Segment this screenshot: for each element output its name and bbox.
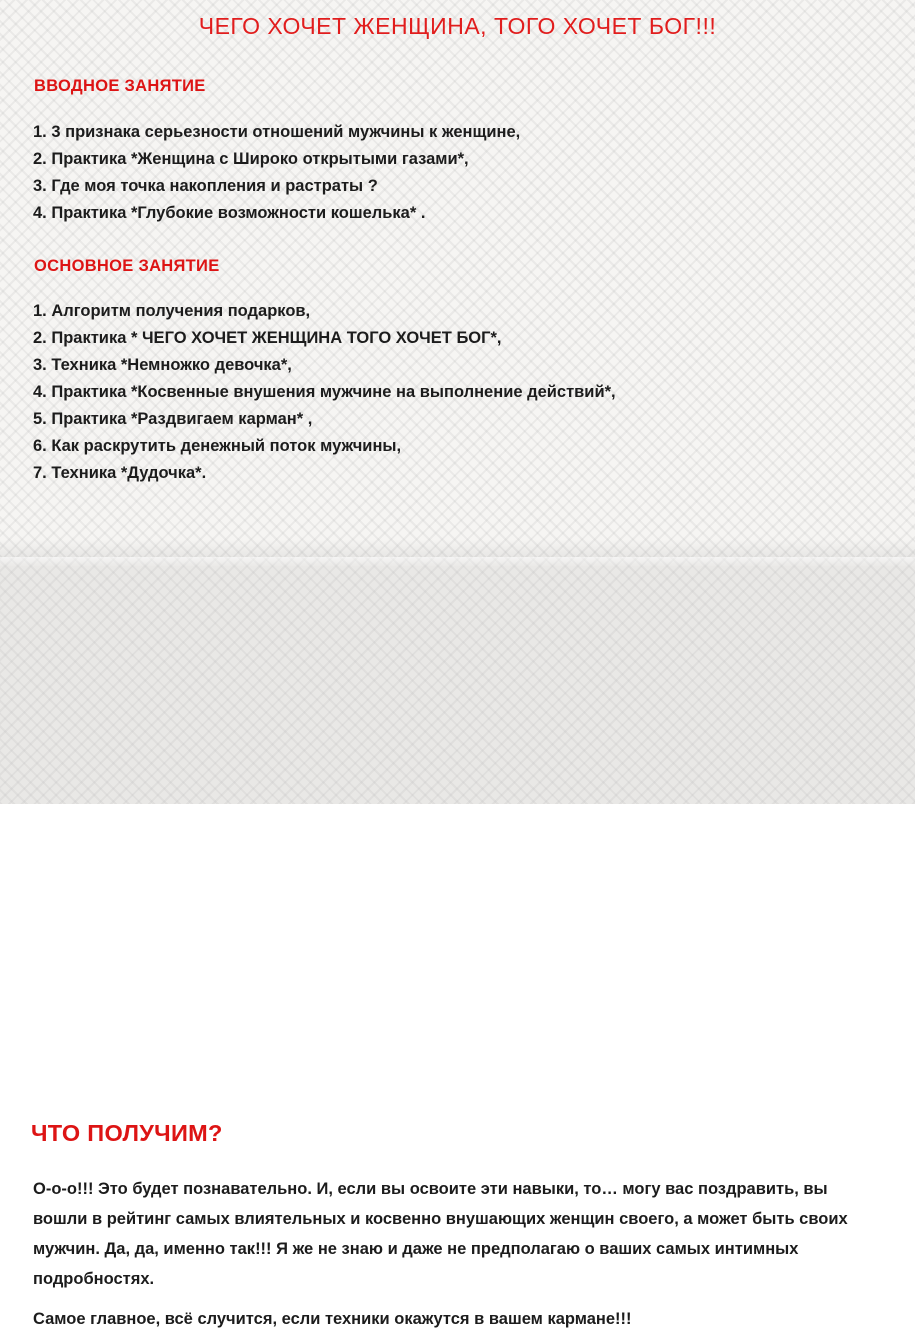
list-item: 7. Техника *Дудочка*. (33, 464, 207, 482)
results-heading: ЧТО ПОЛУЧИМ? (31, 1120, 223, 1146)
list-item: 2. Практика * ЧЕГО ХОЧЕТ ЖЕНЩИНА ТОГО ХОЧЕТ БОГ*, (33, 329, 502, 347)
list-item: 2. Практика *Женщина с Широко открытыми газами*, (33, 150, 469, 168)
list-item: 3. Техника *Немножко девочка*, (33, 356, 292, 374)
list-item: 4. Практика *Косвенные внушения мужчине на выполнение действий*, (33, 383, 616, 401)
section-heading-intro: ВВОДНОЕ ЗАНЯТИЕ (34, 77, 206, 95)
list-item: 6. Как раскрутить денежный поток мужчины, (33, 437, 402, 455)
list-item: 4. Практика *Глубокие возможности кошелька* . (33, 204, 426, 222)
section-heading-main: ОСНОВНОЕ ЗАНЯТИЕ (34, 257, 220, 275)
list-item: 1. Алгоритм получения подарков, (33, 302, 311, 320)
results-paragraph: О-о-о!!! Это будет познавательно. И, если вы освоите эти навыки, то… могу вас поздравить, вы вошли в рейтинг самых влиятельных и косвенно внушающих женщин своего, а может быть своих мужчин. Да, да, именно так!!! Я же не знаю и даже не предполагаю о ваших самых интимных подробностях. (33, 1180, 848, 1288)
closing-line: Самое главное, всё случится, если техники окажутся в вашем кармане!!! (33, 1310, 632, 1328)
results-section (0, 557, 915, 1328)
page-title: ЧЕГО ХОЧЕТ ЖЕНЩИНА, ТОГО ХОЧЕТ БОГ!!! (198, 13, 717, 39)
lesson-list-intro (33, 119, 887, 227)
lesson-list-main (33, 298, 887, 487)
list-item: 3. Где моя точка накопления и растраты ? (33, 177, 378, 195)
program-section (0, 0, 915, 557)
list-item: 1. 3 признака серьезности отношений мужчины к женщине, (33, 123, 521, 141)
list-item: 5. Практика *Раздвигаем карман* , (33, 410, 313, 428)
